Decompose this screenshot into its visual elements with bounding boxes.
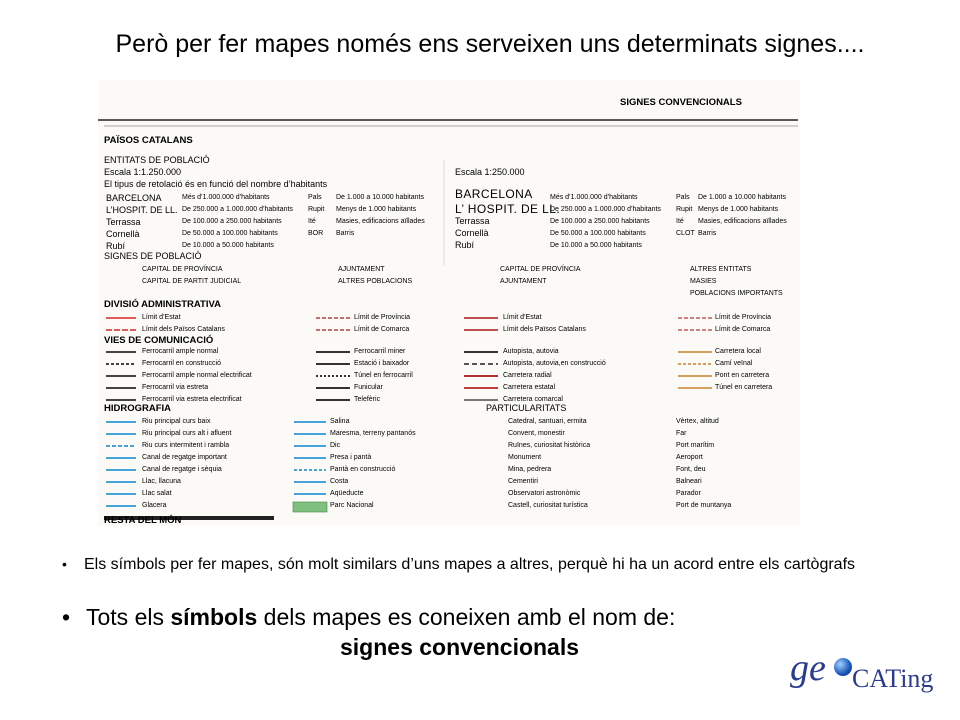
bullet-1 <box>62 556 882 573</box>
legend-pop-left-name: BARCELONA <box>106 193 162 203</box>
legend-item: Parc Nacional <box>330 502 374 509</box>
legend-pop-left2-desc: De 1.000 a 10.000 habitants <box>336 194 424 201</box>
legend-item: Maresma, terreny pantanós <box>330 430 416 437</box>
legend-item: Port marítim <box>676 442 715 449</box>
legend-item: Cementiri <box>508 478 538 485</box>
logo-ge-text: ge <box>790 647 826 689</box>
legend-item: Llac, llacuna <box>142 478 181 485</box>
legend-pop-left-name: L’HOSPIT. DE LL. <box>106 205 178 215</box>
legend-item: Límit dels Països Catalans <box>142 326 225 333</box>
legend-item: Presa i pantà <box>330 454 372 461</box>
legend-item: Límit dels Països Catalans <box>503 326 586 333</box>
legend-item: Límit d’Estat <box>503 314 542 321</box>
legend-item: Vèrtex, altitud <box>676 418 719 425</box>
legend-item: Camí veïnal <box>715 360 753 367</box>
legend-item: Pantà en construcció <box>330 466 396 473</box>
bullet-dot: • <box>62 556 67 572</box>
legend-scale: Escala 1:1.250.000 <box>104 167 182 177</box>
legend-pop-left2-name: Ité <box>308 218 316 225</box>
legend-item: Riu principal curs baix <box>142 418 211 425</box>
legend-pop-left-desc: De 10.000 a 50.000 habitants <box>182 242 274 249</box>
legend-item: Ferrocarril en construcció <box>142 360 221 367</box>
legend-item: Estació i baixador <box>354 360 410 367</box>
legend-pop-right-name: Cornellà <box>455 228 489 238</box>
legend-pop-left-name: Terrassa <box>106 217 141 227</box>
legend-item: Parador <box>676 490 701 497</box>
legend-item: Port de muntanya <box>676 502 732 509</box>
bullet-2-bold: símbols <box>170 604 258 630</box>
legend-pop-left2-desc: Masies, edificacions aïllades <box>336 218 425 225</box>
logo-brand-text: CATing <box>852 664 934 693</box>
legend-item: Ferrocarril ample normal <box>142 348 219 355</box>
legend-pop-left2-name: BOR <box>308 230 324 237</box>
slide-title: Però per fer mapes només ens serveixen uns determinats signes.... <box>115 30 865 58</box>
legend-item: Límit de Província <box>354 314 411 321</box>
bullet-2-post: dels mapes es coneixen amb el nom de: <box>257 604 676 630</box>
legend-item: Aqüeducte <box>330 490 364 497</box>
legend-pop-left-desc: De 50.000 a 100.000 habitants <box>182 230 278 237</box>
legend-item: Autopista, autovia <box>503 348 559 355</box>
legend-main-title: SIGNES CONVENCIONALS <box>620 97 742 108</box>
legend-item: Límit de Comarca <box>715 326 771 333</box>
legend-item: Carretera comarcal <box>503 396 563 403</box>
legend-item: Carretera local <box>715 348 761 355</box>
legend-pop-right-name: L’ HOSPIT. DE LL. <box>455 202 561 216</box>
legend-pop-right-name: Terrassa <box>455 216 490 226</box>
legend-item: Límit de Comarca <box>354 326 410 333</box>
bullet-2 <box>62 604 675 631</box>
legend-pop-right2-name: Ité <box>676 218 684 225</box>
globe-icon <box>834 658 852 676</box>
legend-item: Límit d’Estat <box>142 314 181 321</box>
legend-item: Límit de Província <box>715 314 772 321</box>
legend-item: MASIES <box>690 278 717 285</box>
legend-item: Aeroport <box>676 454 703 461</box>
bullet-1-text: Els símbols per fer mapes, són molt similars d’uns mapes a altres, perquè hi ha un acord entre els cartògrafs <box>84 556 856 573</box>
legend-section-heading: PAÏSOS CATALANS <box>104 135 193 146</box>
legend-item: Túnel en ferrocarril <box>354 372 413 379</box>
legend-pop-right-desc: De 250.000 a 1.000.000 d’habitants <box>550 206 661 213</box>
legend-pop-left2-desc: Menys de 1.000 habitants <box>336 206 417 213</box>
legend-item: Far <box>676 430 687 437</box>
legend-note: El tipus de retolació és en funció del nombre d’habitants <box>104 179 328 189</box>
legend-pop-left-name: Rubí <box>106 241 126 251</box>
legend-subheading: SIGNES DE POBLACIÓ <box>104 251 202 261</box>
legend-item: Mina, pedrera <box>508 466 552 473</box>
legend-pop-right2-name: Rupit <box>676 206 693 213</box>
legend-pop-right-desc: De 10.000 a 50.000 habitants <box>550 242 642 249</box>
legend-item: Observatori astronòmic <box>508 490 581 497</box>
legend-item: ALTRES POBLACIONS <box>338 278 413 285</box>
legend-item: Catedral, santuari, ermita <box>508 418 587 425</box>
bullet-2-pre: Tots els <box>86 604 171 630</box>
legend-pop-right2-desc: Barris <box>698 230 717 237</box>
legend-pop-left2-desc: Barris <box>336 230 355 237</box>
legend-item: Carretera estatal <box>503 384 556 391</box>
legend-pop-right2-desc: Masies, edificacions aïllades <box>698 218 787 225</box>
legend-item: Balneari <box>676 478 702 485</box>
legend-item: Ferrocarril via estreta electrificat <box>142 396 242 403</box>
legend-section-heading: DIVISIÓ ADMINISTRATIVA <box>104 299 221 310</box>
legend-section-heading: RESTA DEL MÓN <box>104 515 182 526</box>
legend-item: Canal de regatge i sèquia <box>142 466 222 473</box>
legend-item: Funicular <box>354 384 383 391</box>
key-term: signes convencionals <box>340 634 580 660</box>
legend-item: Túnel en carretera <box>715 384 773 391</box>
legend-item: Pont en carretera <box>715 372 770 379</box>
legend-item: CAPITAL DE PARTIT JUDICIAL <box>142 278 242 285</box>
legend-item: AJUNTAMENT <box>500 278 547 285</box>
legend-pop-right-desc: Més d’1.000.000 d’habitants <box>550 194 638 201</box>
legend-section-heading: VIES DE COMUNICACIÓ <box>104 335 214 346</box>
legend-item: Ruïnes, curiositat històrica <box>508 442 591 449</box>
legend-pop-left-desc: De 100.000 a 250.000 habitants <box>182 218 282 225</box>
legend-pop-right2-desc: Menys de 1.000 habitants <box>698 206 779 213</box>
legend-item: Riu principal curs alt i afluent <box>142 430 232 437</box>
legend-item: Llac salat <box>142 490 172 497</box>
legend-pop-left-desc: Més d’1.000.000 d’habitants <box>182 194 270 201</box>
conventional-signs-legend-image <box>98 80 800 526</box>
legend-pop-right-desc: De 100.000 a 250.000 habitants <box>550 218 650 225</box>
legend-item: Riu curs intermitent i rambla <box>142 442 230 449</box>
legend-item: CAPITAL DE PROVÍNCIA <box>500 266 581 273</box>
legend-pop-right2-name: Pals <box>676 194 690 201</box>
legend-pop-right2-desc: De 1.000 a 10.000 habitants <box>698 194 786 201</box>
legend-item: AJUNTAMENT <box>338 266 385 273</box>
legend-item: Ferrocarril miner <box>354 348 406 355</box>
legend-item: Font, deu <box>676 466 706 473</box>
legend-item: ALTRES ENTITATS <box>690 266 752 273</box>
legend-pop-left2-name: Rupit <box>308 206 325 213</box>
legend-section-heading: HIDROGRAFIA <box>104 403 172 414</box>
geocating-logo <box>790 646 950 696</box>
bullet-dot: • <box>62 604 71 630</box>
legend-item: Salina <box>330 418 350 425</box>
legend-item: Convent, monestir <box>508 430 565 437</box>
legend-item: Dic <box>330 442 341 449</box>
legend-item: Ferrocarril ample normal electrificat <box>142 372 252 379</box>
legend-item: CAPITAL DE PROVÍNCIA <box>142 266 223 273</box>
legend-pop-right-name: BARCELONA <box>455 187 533 201</box>
legend-pop-right-desc: De 50.000 a 100.000 habitants <box>550 230 646 237</box>
legend-item: Autopista, autovia,en construcció <box>503 360 606 367</box>
legend-pop-right-name: Rubí <box>455 240 475 250</box>
legend-item: Castell, curiositat turística <box>508 502 588 509</box>
legend-pop-right2-name: CLOT <box>676 230 695 237</box>
legend-subheading: PARTICULARITATS <box>486 403 567 413</box>
legend-pop-left-desc: De 250.000 a 1.000.000 d’habitants <box>182 206 293 213</box>
legend-item: Costa <box>330 478 349 485</box>
legend-item: Carretera radial <box>503 372 552 379</box>
legend-item: Ferrocarril via estreta <box>142 384 209 391</box>
legend-subheading: ENTITATS DE POBLACIÓ <box>104 155 210 165</box>
legend-scale: Escala 1:250.000 <box>455 167 525 177</box>
legend-item: Monument <box>508 454 542 461</box>
bullet-2-text <box>86 604 675 631</box>
legend-pop-left-name: Cornellà <box>106 229 140 239</box>
legend-pop-left2-name: Pals <box>308 194 322 201</box>
legend-item: Telefèric <box>354 396 381 403</box>
legend-item: POBLACIONS IMPORTANTS <box>690 290 783 297</box>
legend-item: Glacera <box>142 502 167 509</box>
legend-item: Canal de regatge important <box>142 454 227 461</box>
